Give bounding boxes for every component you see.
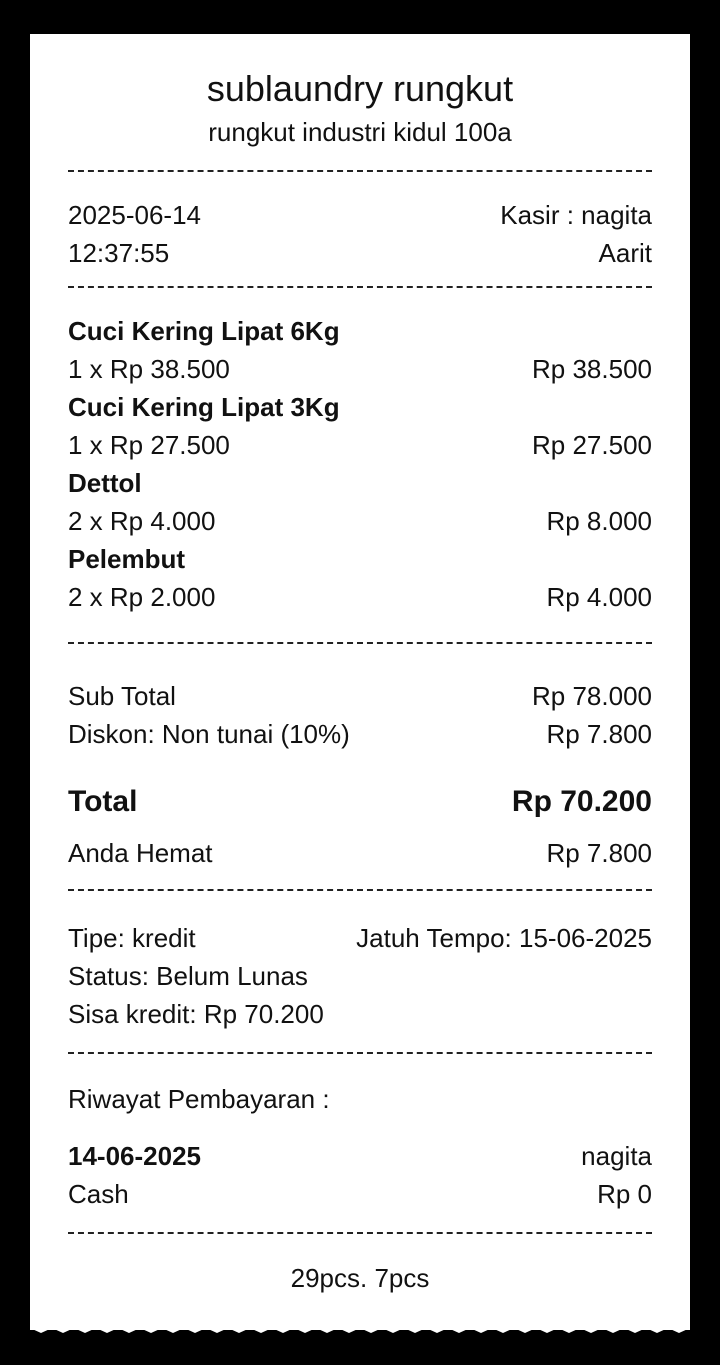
payment-type: Tipe: kredit xyxy=(68,923,196,953)
item-qty-price: 2 x Rp 4.000 xyxy=(68,506,216,536)
subtotal-row xyxy=(68,678,652,714)
divider xyxy=(68,642,652,644)
subtotal-label: Sub Total xyxy=(68,681,176,711)
divider xyxy=(68,889,652,891)
history-entry-row xyxy=(68,1138,652,1174)
discount-label: Diskon: Non tunai (10%) xyxy=(68,719,350,749)
item-qty-price: 1 x Rp 27.500 xyxy=(68,430,230,460)
divider xyxy=(68,286,652,288)
receipt-bottom-edge xyxy=(30,1320,690,1340)
remaining-credit-row xyxy=(68,996,652,1032)
item-qty-price: 2 x Rp 2.000 xyxy=(68,582,216,612)
item-qty-price: 1 x Rp 38.500 xyxy=(68,354,230,384)
header-row-1 xyxy=(68,197,652,233)
history-amount: Rp 0 xyxy=(597,1179,652,1209)
payment-type-row xyxy=(68,920,652,956)
savings-label: Anda Hemat xyxy=(68,838,213,868)
item-name-text: Cuci Kering Lipat 6Kg xyxy=(68,316,340,346)
due-date: Jatuh Tempo: 15-06-2025 xyxy=(356,923,652,953)
header-row-2 xyxy=(68,235,652,271)
divider xyxy=(68,1052,652,1054)
item-detail-row xyxy=(68,503,652,539)
footer-pieces: 29pcs. 7pcs xyxy=(290,1263,430,1293)
customer-name: Aarit xyxy=(598,238,652,268)
item-subtotal: Rp 38.500 xyxy=(532,354,652,384)
item-name-text: Pelembut xyxy=(68,544,186,574)
item-subtotal: Rp 8.000 xyxy=(546,506,652,536)
divider xyxy=(68,1232,652,1234)
savings-row xyxy=(68,835,652,871)
item-subtotal: Rp 4.000 xyxy=(546,582,652,612)
item-name xyxy=(68,389,652,425)
remaining-credit: Sisa kredit: Rp 70.200 xyxy=(68,999,324,1029)
receipt-paper xyxy=(30,34,690,1330)
item-name xyxy=(68,541,652,577)
total-value: Rp 70.200 xyxy=(511,785,652,818)
subtotal-value: Rp 78.000 xyxy=(532,681,652,711)
item-detail-row xyxy=(68,351,652,387)
divider xyxy=(68,170,652,172)
store-address: rungkut industri kidul 100a xyxy=(208,117,512,147)
item-name-text: Dettol xyxy=(68,468,142,498)
item-name xyxy=(68,313,652,349)
item-name xyxy=(68,465,652,501)
history-date: 14-06-2025 xyxy=(68,1141,201,1171)
cashier-label: Kasir : nagita xyxy=(500,200,652,230)
history-title-row xyxy=(68,1081,652,1117)
discount-row xyxy=(68,716,652,752)
discount-value: Rp 7.800 xyxy=(546,719,652,749)
item-name-text: Cuci Kering Lipat 3Kg xyxy=(68,392,340,422)
transaction-date: 2025-06-14 xyxy=(68,200,201,230)
total-label: Total xyxy=(68,785,138,818)
history-method-row xyxy=(68,1176,652,1212)
item-detail-row xyxy=(68,579,652,615)
store-name: sublaundry rungkut xyxy=(206,68,514,109)
history-title: Riwayat Pembayaran : xyxy=(68,1084,330,1114)
item-subtotal: Rp 27.500 xyxy=(532,430,652,460)
transaction-time: 12:37:55 xyxy=(68,238,170,268)
payment-status: Status: Belum Lunas xyxy=(68,961,308,991)
payment-status-row xyxy=(68,958,652,994)
item-detail-row xyxy=(68,427,652,463)
history-method: Cash xyxy=(68,1179,129,1209)
history-user: nagita xyxy=(581,1141,652,1171)
total-row xyxy=(68,784,652,820)
savings-value: Rp 7.800 xyxy=(546,838,652,868)
